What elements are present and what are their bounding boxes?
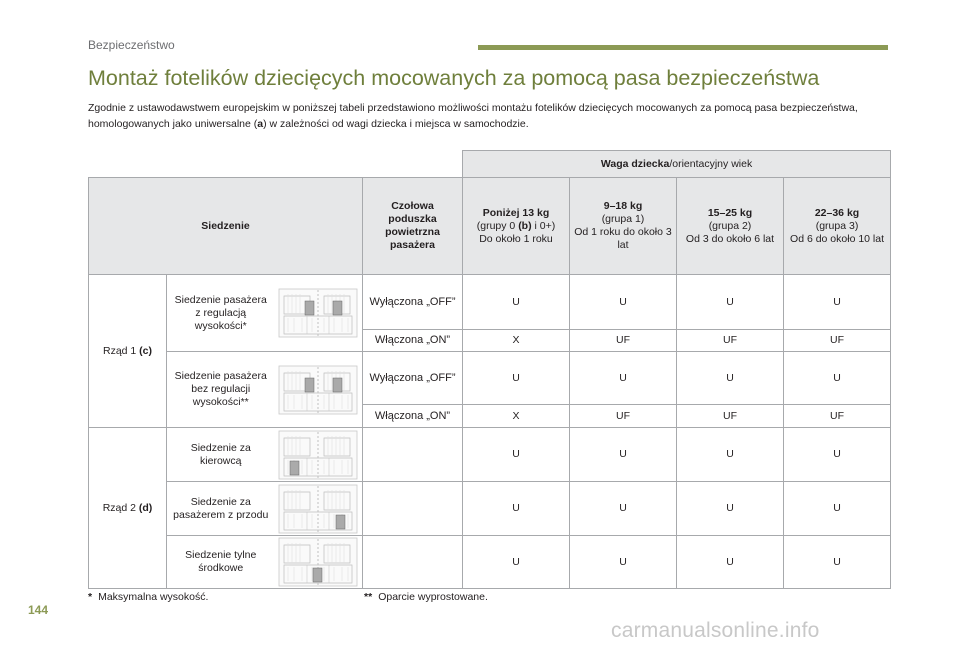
group-0-age: Do około 1 roku (479, 232, 553, 245)
value-cell: UF (677, 330, 784, 352)
group-3-header (784, 178, 891, 275)
row-1-label (89, 275, 167, 428)
seat-name-cell: Siedzenie pasażera z regulacją wysokości* (167, 275, 275, 352)
value-cell: U (784, 482, 891, 536)
airbag-empty-cell (363, 482, 463, 536)
weight-header (463, 151, 891, 178)
group-2-header (677, 178, 784, 275)
value-cell: U (463, 352, 570, 405)
value-cell: U (677, 536, 784, 589)
value-cell: X (463, 330, 570, 352)
value-cell: U (784, 536, 891, 589)
airbag-column-header: Czołowa poduszka powietrzna pasażera (363, 178, 463, 275)
group-0-weight: Poniżej 13 kg (482, 206, 550, 219)
value-cell: U (677, 482, 784, 536)
header-empty-area (89, 151, 463, 178)
group-2-age: Od 3 do około 6 lat (685, 232, 775, 245)
intro-text-end: ) w zależności od wagi dziecka i miejsca w samochodzie. (263, 118, 529, 130)
group-3-class: (grupa 3) (815, 219, 859, 232)
car-seat-diagram-icon (278, 365, 358, 415)
group-3-age: Od 6 do około 10 lat (790, 232, 885, 245)
footnote-2-text: Oparcie wyprostowane. (378, 591, 488, 603)
page-title: Montaż fotelików dziecięcych mocowanych za pomocą pasa bezpieczeństwa (88, 66, 820, 90)
footnote-1 (88, 591, 208, 603)
seat-name-cell: Siedzenie za pasażerem z przodu (167, 482, 275, 536)
group-2-weight: 15–25 kg (707, 206, 753, 219)
seat-diagram-cell (275, 482, 363, 536)
intro-text-start: Zgodnie z ustawodawstwem europejskim w poniższej tabeli przedstawiono możliwości montażu fotelików dziecięcych mocowanych za pomocą pasa bezpieczeństwa, homologowanych jako uniwersalne ( (88, 102, 858, 130)
section-label: Bezpieczeństwo (88, 38, 175, 52)
value-cell: U (463, 428, 570, 482)
value-cell: U (784, 428, 891, 482)
row-2-note-ref: (d) (138, 501, 153, 514)
footnote-1-text: Maksymalna wysokość. (98, 591, 209, 603)
value-cell: U (784, 352, 891, 405)
airbag-on-label: Włączona „ON” (363, 405, 463, 428)
seat-name-cell: Siedzenie tylne środkowe (167, 536, 275, 589)
value-cell: UF (784, 405, 891, 428)
footnote-2 (364, 591, 488, 603)
group-0-note-ref: (b) (518, 219, 532, 232)
seat-name-cell: Siedzenie pasażera bez regulacji wysokości** (167, 352, 275, 428)
value-cell: UF (677, 405, 784, 428)
row-2-label-text: Rząd 2 (102, 501, 139, 514)
weight-header-rest: /orientacyjny wiek (669, 157, 753, 170)
value-cell: UF (570, 405, 677, 428)
group-3-weight: 22–36 kg (814, 206, 860, 219)
car-seat-diagram-icon (278, 484, 358, 534)
car-seat-diagram-icon (278, 288, 358, 338)
seat-diagram-cell (275, 428, 363, 482)
value-cell: U (677, 428, 784, 482)
value-cell: U (570, 428, 677, 482)
car-seat-diagram-icon (278, 537, 358, 587)
value-cell: UF (570, 330, 677, 352)
value-cell: U (570, 536, 677, 589)
group-1-weight: 9–18 kg (603, 200, 643, 212)
seat-diagram-cell (275, 275, 363, 352)
group-2-class: (grupa 2) (708, 219, 752, 232)
value-cell: U (677, 275, 784, 330)
group-1-age: Od 1 roku do około 3 lat (574, 226, 672, 251)
airbag-on-label: Włączona „ON” (363, 330, 463, 352)
group-1-class: (grupa 1) (601, 213, 645, 225)
value-cell: UF (784, 330, 891, 352)
value-cell: U (784, 275, 891, 330)
seat-diagram-cell (275, 536, 363, 589)
airbag-off-label: Wyłączona „OFF” (363, 275, 463, 330)
seat-diagram-cell (275, 352, 363, 428)
row-2-label (89, 428, 167, 589)
section-divider-bar (478, 45, 888, 50)
value-cell: U (463, 275, 570, 330)
intro-text-bold: a (257, 118, 264, 130)
intro-paragraph (88, 100, 888, 132)
value-cell: U (570, 275, 677, 330)
group-0-class-pre: (grupy 0 (476, 219, 519, 232)
group-1-header (570, 178, 677, 275)
group-0-header (463, 178, 570, 275)
value-cell: U (570, 482, 677, 536)
airbag-empty-cell (363, 428, 463, 482)
airbag-off-label: Wyłączona „OFF” (363, 352, 463, 405)
value-cell: X (463, 405, 570, 428)
value-cell: U (463, 536, 570, 589)
watermark: carmanualsonline.info (611, 619, 820, 642)
seat-column-header: Siedzenie (89, 178, 363, 275)
footnote-2-mark: ** (364, 591, 373, 603)
row-1-note-ref: (c) (139, 344, 153, 357)
group-0-class-post: i 0+) (531, 219, 556, 232)
airbag-empty-cell (363, 536, 463, 589)
page-number: 144 (28, 603, 49, 617)
child-seat-table (88, 150, 891, 589)
value-cell: U (463, 482, 570, 536)
value-cell: U (570, 352, 677, 405)
footnote-1-mark: * (88, 591, 93, 603)
car-seat-diagram-icon (278, 430, 358, 480)
row-1-label-text: Rząd 1 (102, 344, 140, 357)
seat-name-cell: Siedzenie za kierowcą (167, 428, 275, 482)
weight-header-bold: Waga dziecka (600, 157, 670, 170)
value-cell: U (677, 352, 784, 405)
